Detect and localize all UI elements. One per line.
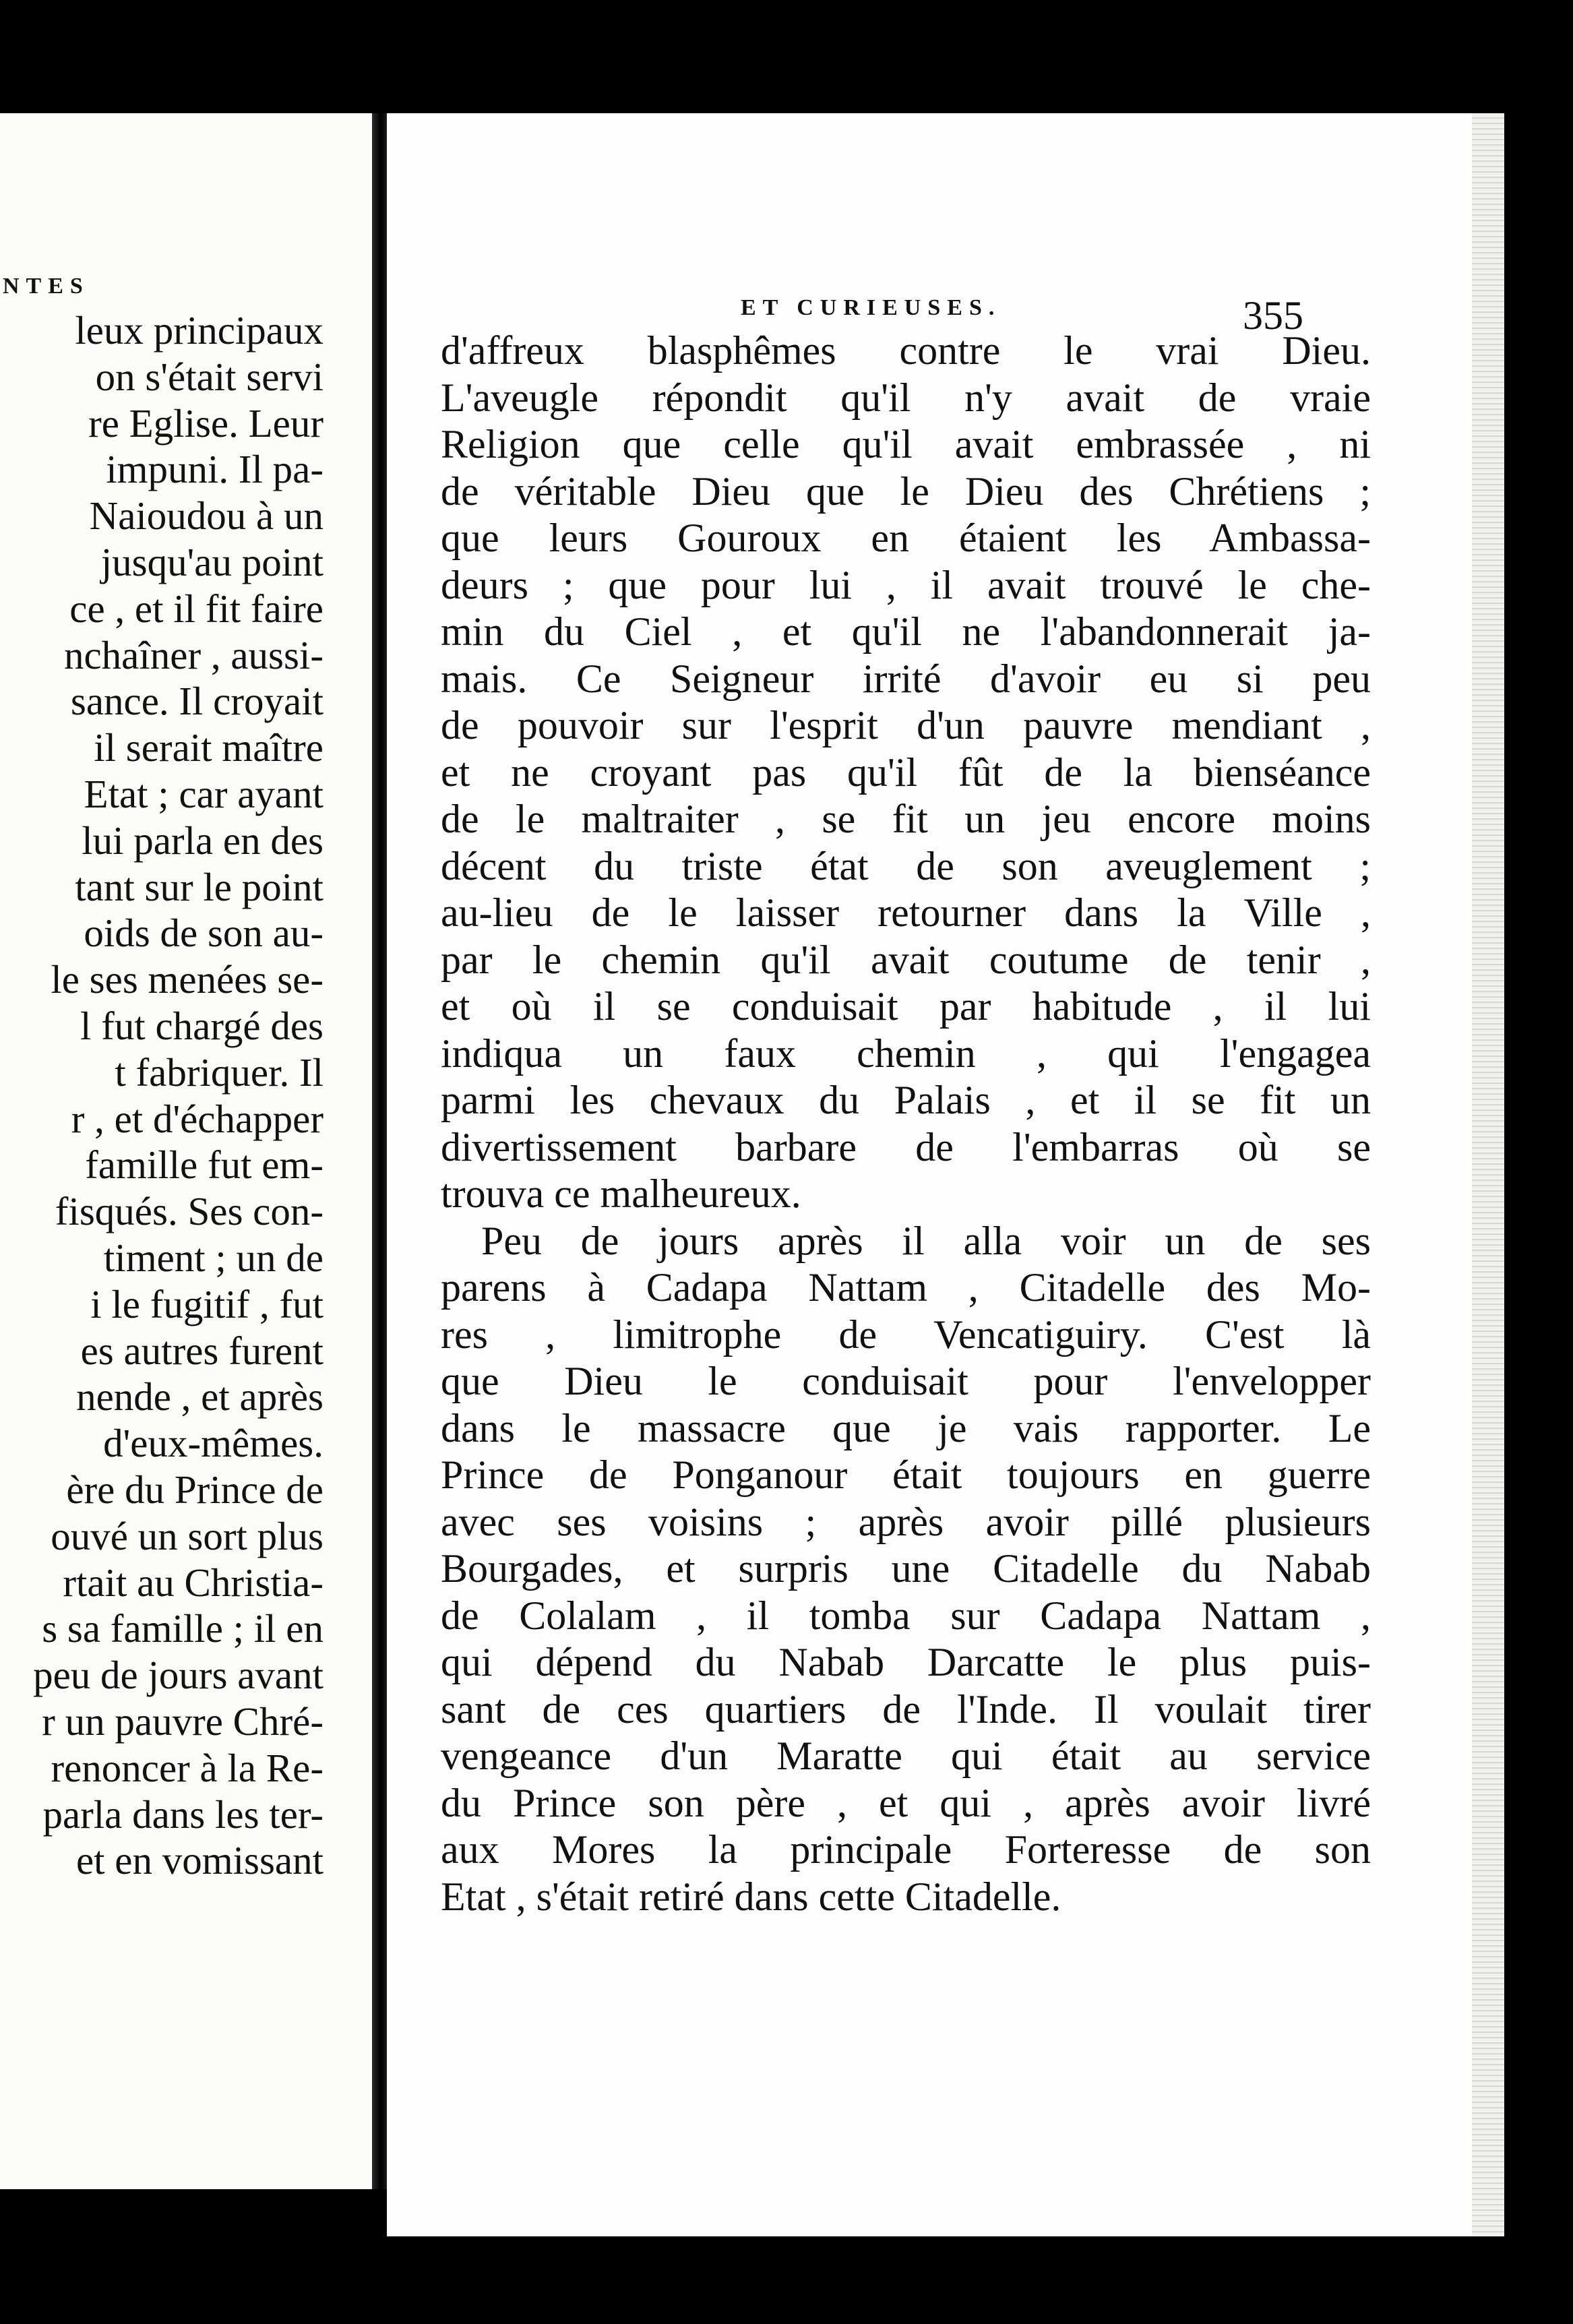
text-line: timent ; un de — [103, 1235, 323, 1280]
text-line: sance. Il croyait — [70, 679, 323, 724]
text-line: indiqua un faux chemin , qui l'engagea — [441, 1031, 1371, 1076]
text-line: mais. Ce Seigneur irrité d'avoir eu si peu — [441, 656, 1371, 701]
text-line: de Colalam , il tomba sur Cadapa Nattam , — [441, 1593, 1371, 1638]
text-line: et ne croyant pas qu'il fût de la bienséance — [441, 750, 1371, 795]
text-line: leux principaux — [75, 308, 323, 353]
text-line: nchaîner , aussi- — [64, 632, 323, 677]
text-line: vengeance d'un Maratte qui était au service — [441, 1734, 1371, 1778]
text-line: il serait maître — [94, 725, 323, 770]
text-line: jusqu'au point — [100, 539, 323, 584]
text-line: r , et d'échapper — [71, 1096, 323, 1141]
text-line: re Eglise. Leur — [88, 400, 323, 446]
text-line: t fabriquer. Il — [115, 1049, 323, 1095]
left-page-text — [0, 307, 323, 1884]
text-line: peu de jours avant — [33, 1653, 323, 1698]
text-line: parens à Cadapa Nattam , Citadelle des Mo- — [441, 1265, 1371, 1310]
text-line: ère du Prince de — [66, 1467, 323, 1512]
text-line: renoncer à la Re- — [51, 1745, 323, 1790]
text-line: que Dieu le conduisait pour l'envelopper — [441, 1359, 1371, 1403]
text-line: parla dans les ter- — [42, 1792, 323, 1837]
text-line: l fut chargé des — [80, 1003, 323, 1048]
text-line: divertissement barbare de l'embarras où se — [441, 1124, 1371, 1169]
text-line: on s'était servi — [95, 354, 323, 399]
left-running-head: NTES — [3, 274, 90, 299]
text-line: fisqués. Ses con- — [55, 1189, 323, 1234]
text-line: du Prince son père , et qui , après avoir livré — [441, 1780, 1371, 1825]
text-line: famille fut em- — [85, 1142, 323, 1188]
text-line: Religion que celle qu'il avait embrassée , ni — [441, 422, 1371, 466]
text-line: de pouvoir sur l'esprit d'un pauvre mendiant , — [441, 703, 1371, 747]
text-line: au-lieu de le laisser retourner dans la Ville , — [441, 890, 1371, 935]
text-line: avec ses voisins ; après avoir pillé plusieurs — [441, 1499, 1371, 1544]
text-line: r un pauvre Chré- — [42, 1699, 323, 1744]
text-line: d'affreux blasphêmes contre le vrai Dieu. — [441, 328, 1371, 373]
text-line: lui parla en des — [82, 818, 323, 863]
text-line: i le fugitif , fut — [90, 1281, 323, 1326]
text-line: rtait au Christia- — [63, 1560, 323, 1605]
text-line: dans le massacre que je vais rapporter. Le — [441, 1405, 1371, 1450]
page-edge — [1472, 113, 1504, 2236]
text-line: Peu de jours après il alla voir un de ses — [481, 1218, 1371, 1263]
text-line: de le maltraiter , se fit un jeu encore moins — [441, 797, 1371, 841]
left-page — [0, 113, 372, 2189]
body-text — [441, 328, 1371, 1920]
text-line: tant sur le point — [75, 864, 323, 909]
text-line: ouvé un sort plus — [51, 1513, 323, 1558]
text-line: oids de son au- — [84, 911, 323, 956]
text-line: et où il se conduisait par habitude , il lui — [441, 984, 1371, 1029]
text-line: de véritable Dieu que le Dieu des Chrétiens ; — [441, 468, 1371, 514]
text-line: L'aveugle répondit qu'il n'y avait de vraie — [441, 375, 1371, 420]
text-line: que leurs Gouroux en étaient les Ambassa- — [441, 516, 1371, 560]
text-line: min du Ciel , et qu'il ne l'abandonnerait ja- — [441, 609, 1371, 654]
text-line: par le chemin qu'il avait coutume de tenir , — [441, 937, 1371, 982]
page-number: 355 — [1243, 293, 1303, 338]
text-line: le ses menées se- — [51, 957, 323, 1002]
text-line: Etat ; car ayant — [84, 771, 323, 816]
text-line: qui dépend du Nabab Darcatte le plus puis- — [441, 1640, 1371, 1684]
text-line: Naioudou à un — [89, 493, 323, 539]
text-line: deurs ; que pour lui , il avait trouvé le che- — [441, 562, 1371, 607]
text-line: décent du triste état de son aveuglement ; — [441, 843, 1371, 888]
text-line: nende , et après — [76, 1374, 323, 1419]
text-line: es autres furent — [80, 1328, 323, 1373]
text-line: d'eux-mêmes. — [103, 1421, 323, 1466]
running-head: ET CURIEUSES. — [741, 295, 1001, 320]
text-line: sant de ces quartiers de l'Inde. Il voulait tirer — [441, 1686, 1371, 1732]
text-line: Prince de Ponganour était toujours en guerre — [441, 1452, 1371, 1497]
text-line: Etat , s'était retiré dans cette Citadelle. — [441, 1874, 1061, 1919]
text-line: aux Mores la principale Forteresse de son — [441, 1827, 1371, 1872]
text-line: ce , et il fit faire — [69, 586, 323, 631]
text-line: res , limitrophe de Vencatiguiry. C'est là — [441, 1312, 1371, 1357]
book-gutter — [372, 113, 387, 2189]
text-line: trouva ce malheureux. — [441, 1171, 801, 1216]
text-line: parmi les chevaux du Palais , et il se fit un — [441, 1078, 1371, 1122]
text-line: s sa famille ; il en — [42, 1606, 323, 1651]
text-line: Bourgades, et surpris une Citadelle du Nabab — [441, 1546, 1371, 1591]
right-page — [387, 113, 1504, 2236]
text-line: et en vomissant — [75, 1838, 323, 1883]
text-line: impuni. Il pa- — [106, 447, 323, 492]
